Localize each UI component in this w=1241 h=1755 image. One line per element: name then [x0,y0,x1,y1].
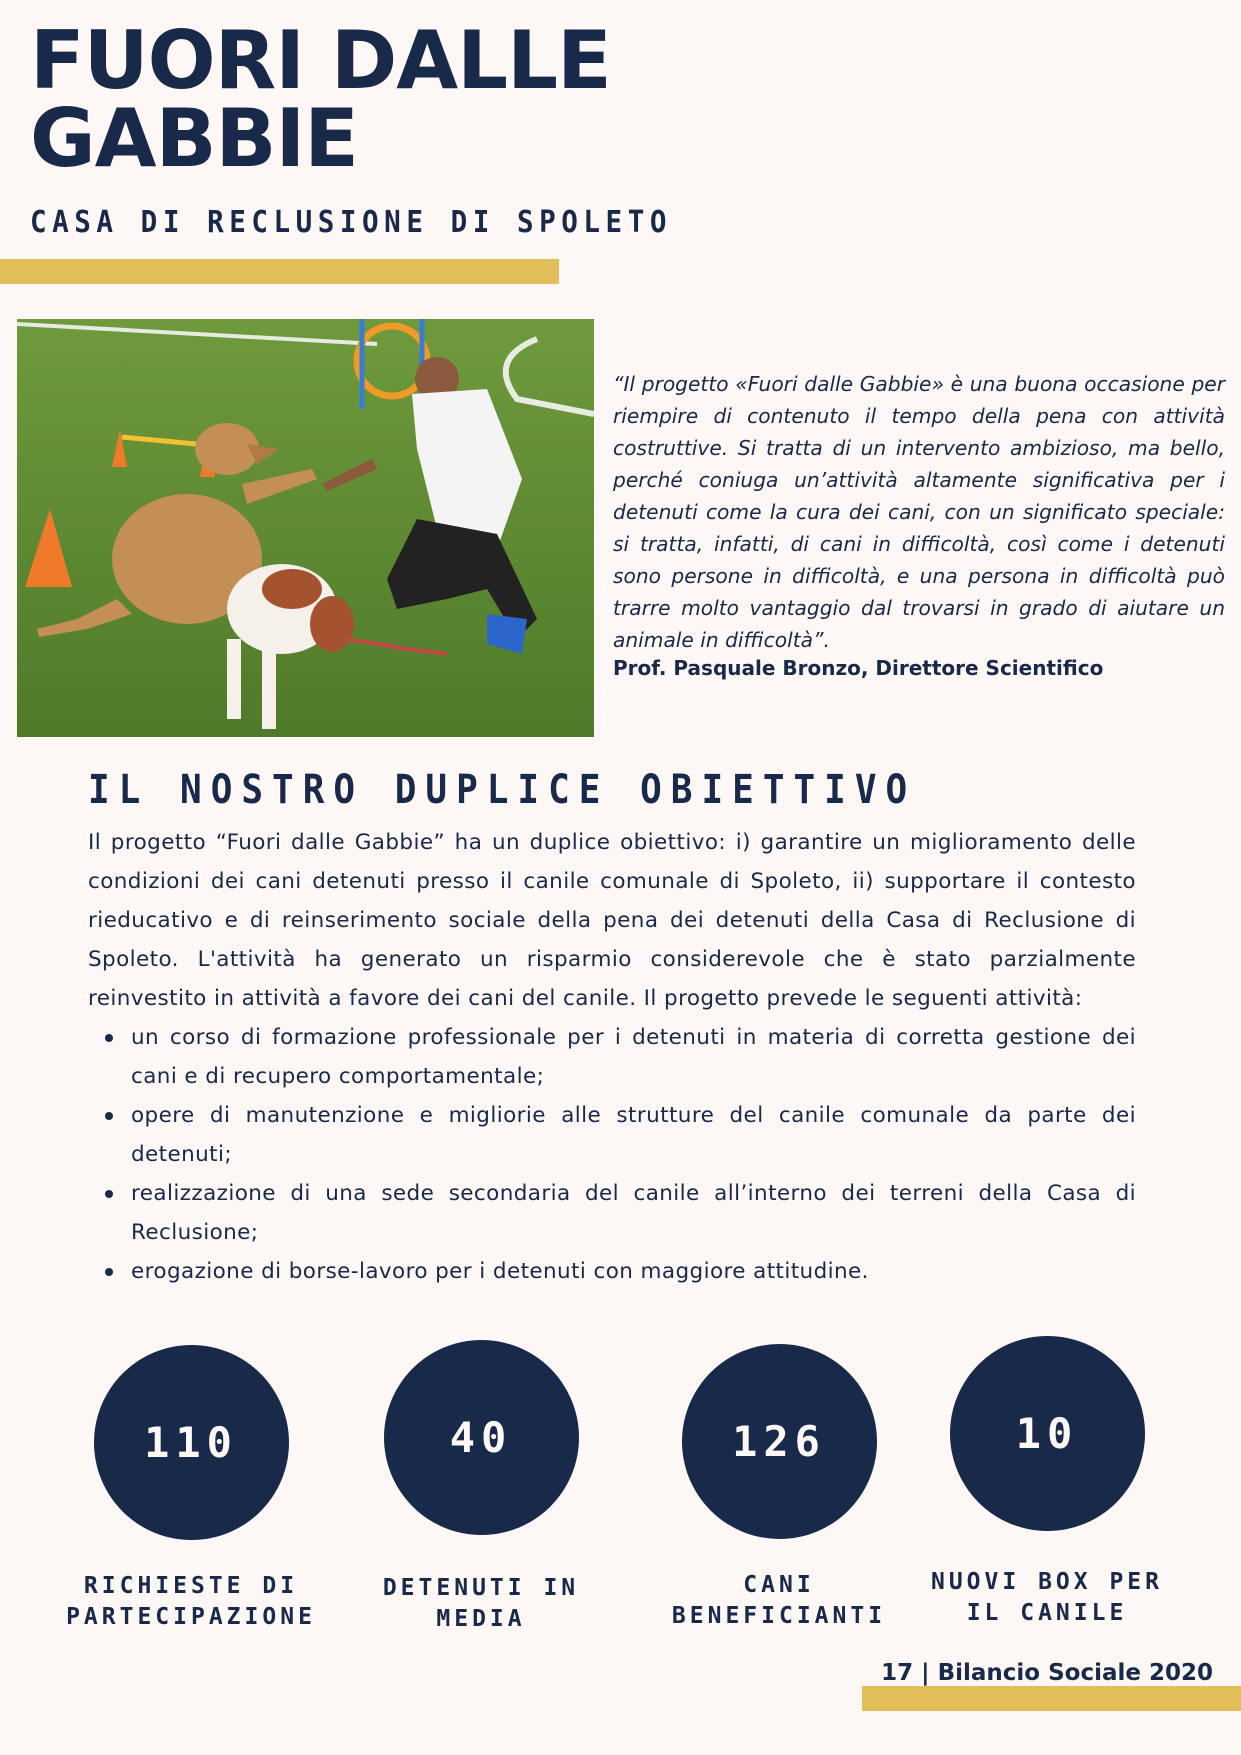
stat-requests [61,1345,321,1633]
activities-list [88,1018,1136,1291]
page-footer-label: 17 | Bilancio Sociale 2020 [881,1660,1213,1686]
page-title [30,14,670,185]
stat-label: DETENUTI IN MEDIA [382,1575,580,1632]
page-subtitle: CASA DI RECLUSIONE DI SPOLETO [30,205,672,240]
stat-value-circle: 110 [94,1345,289,1540]
stat-value-circle: 10 [950,1336,1145,1531]
stat-label: NUOVI BOX PER IL CANILE [930,1569,1163,1626]
list-item: realizzazione di una sede secondaria del canile all’interno dei terreni della Casa di Reclusione; [131,1174,1136,1252]
photo-dog-training [17,319,594,737]
footer-divider-bar [862,1686,1241,1711]
objective-paragraph: Il progetto “Fuori dalle Gabbie” ha un duplice obiettivo: i) garantire un miglioramento delle condizioni dei cani detenuti presso il canile comunale di Spoleto, ii) supportare il contesto rieducativo e di reinserimento sociale della pena dei detenuti della Casa di Reclusione di Spoleto. L'attività ha generato un risparmio considerevole che è stato parzialmente reinvestito in attività a favore dei cani del canile. Il progetto prevede le seguenti attività: [88,830,1136,1011]
photo-illustration [17,319,594,737]
stat-value-circle: 40 [384,1340,579,1535]
stat-kennel-boxes [917,1336,1177,1629]
stat-dogs [649,1344,909,1632]
section-heading-objective: IL NOSTRO DUPLICE OBIETTIVO [88,767,917,813]
title-line-1: FUORI DALLE [30,14,611,107]
list-item: un corso di formazione professionale per i detenuti in materia di corretta gestione dei cani e di recupero comportamentale; [131,1018,1136,1096]
title-line-2: GABBIE [30,92,358,185]
list-item: erogazione di borse-lavoro per i detenuti con maggiore attitudine. [131,1252,1136,1291]
list-item: opere di manutenzione e migliorie alle strutture del canile comunale da parte dei detenuti; [131,1096,1136,1174]
director-quote: “Il progetto «Fuori dalle Gabbie» è una buona occasione per riempire di contenuto il tempo della pena con attività costruttive. Si tratta di un intervento ambizioso, ma bello, perché coniuga un’attività altamente significativa per i detenuti come la cura dei cani, con un significato speciale: si tratta, infatti, di cani in difficoltà, così come i detenuti sono persone in difficoltà, e una persona in difficoltà può trarre molto vantaggio dal trovarsi in grado di aiutare un animale in difficoltà”. [613,372,1225,652]
quote-author: Prof. Pasquale Bronzo, Direttore Scientifico [613,656,1104,680]
header-divider-bar [0,259,559,284]
stat-label: RICHIESTE DI PARTECIPAZIONE [66,1573,316,1630]
objective-body [88,823,1136,1291]
stat-value-circle: 126 [682,1344,877,1539]
stat-label: CANI BENEFICIANTI [671,1572,887,1629]
stat-inmates [351,1340,611,1635]
